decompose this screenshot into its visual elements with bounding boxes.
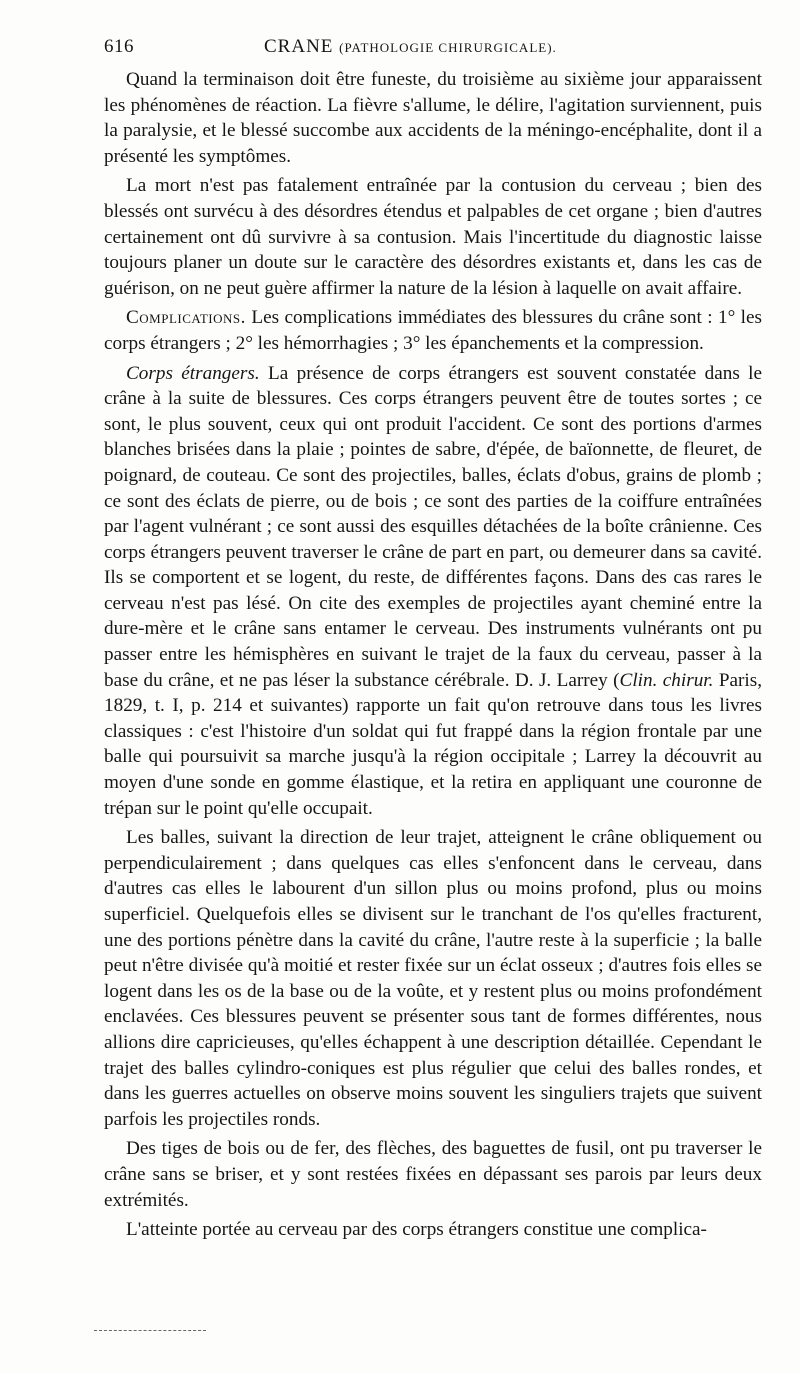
footer-rule: [94, 1330, 206, 1331]
paragraph-text: Des tiges de bois ou de fer, des flèches, des baguettes de fusil, ont pu traverser le crâne sans se briser, et y sont restées fixées en dépassant ses parois par leurs deux extrémités.: [104, 1138, 762, 1211]
paragraph-continuation: [104, 1217, 762, 1243]
paragraph-bullets: [104, 825, 762, 1132]
running-title: [264, 34, 557, 61]
paragraph-text: Les complications immédiates des blessures du crâne sont : 1° les corps étrangers ; 2° les hémorrhagies ; 3° les épanchements et la compression.: [104, 307, 762, 354]
paragraph-text: Les balles, suivant la direction de leur trajet, atteignent le crâne obliquement ou perpendiculairement ; dans quelques cas elles s'enfoncent dans le cerveau, dans d'autres cas elles le labourent d'un sillon plus ou moins profond, plus ou moins superficiel. Quelquefois elles se divisent sur le tranchant de l'os qu'elles fracturent, une des portions pénètre dans la cavité du crâne, l'autre reste à la superficie ; la balle peut n'être divisée qu'à moitié et rester fixée sur un éclat osseux ; d'autres fois elles se logent dans les os de la base ou de la voûte, et y restent plus ou moins profondément enclavées. Ces blessures peuvent se présenter sous tant de formes différentes, nous allions dire capricieuses, qu'elles échappent à une description détaillée. Cependant le trajet des balles cylindro-coniques est plus régulier que celui des balles rondes, et dans les guerres actuelles on observe moins souvent les singuliers trajets que suivent parfois les projectiles ronds.: [104, 827, 762, 1130]
paragraph-complications: [104, 305, 762, 356]
paragraph-text: La présence de corps étrangers est souvent constatée dans le crâne à la suite de blessures. Ces corps étrangers peuvent être de toutes sortes ; ce sont, le plus souvent, ceux qui ont produit l'accident. Ce sont des portions d'armes blanches brisées dans la plaie ; pointes de sabre, d'épée, de baïonnette, de fleuret, de poignard, de couteau. Ce sont des projectiles, balles, éclats d'obus, grains de plomb ; ce sont des éclats de pierre, ou de bois ; ce sont des parties de la coiffure entraînées par l'agent vulnérant ; ce sont aussi des esquilles détachées de la boîte crânienne. Ces corps étrangers peuvent traverser le crâne de part en part, ou demeurer dans sa cavité. Ils se comportent et se logent, du reste, de différentes façons. Dans des cas rares le cerveau n'est pas lésé. On cite des exemples de projectiles ayant cheminé entre la dure-mère et le crâne sans entamer le cerveau. Des instruments vulnérants ont pu passer entre les hémisphères en suivant le trajet de la faux du cerveau, passer à la base du crâne, et ne pas léser la substance cérébrale. D. J. Larrey (: [104, 362, 763, 691]
paragraph-text: Paris, 1829, t. I, p. 214 et suivantes) rapporte un fait qu'on retrouve dans tous les livres classiques : c'est l'histoire d'un soldat qui fut frappé dans la région frontale par une balle qui poursuivit sa marche jusqu'à la région occipitale ; Larrey la découvrit au moyen d'une sonde en gomme élastique, et la retira en appliquant une couronne de trépan sur le point qu'elle occupait.: [104, 669, 762, 819]
running-title-sub: (PATHOLOGIE CHIRURGICALE).: [339, 40, 557, 55]
section-lead-foreign-bodies: Corps étrangers.: [126, 362, 260, 384]
running-title-main: CRANE: [264, 36, 334, 57]
paragraph-rods: [104, 1136, 762, 1213]
paragraph-death: [104, 173, 762, 301]
citation-title: Clin. chirur.: [619, 669, 714, 691]
paragraph-text: Quand la terminaison doit être funeste, du troisième au sixième jour apparaissent les phénomènes de réaction. La fièvre s'allume, le délire, l'agitation surviennent, puis la paralysie, et le blessé succombe aux accidents de la méningo-encéphalite, dont il a présenté les symptômes.: [104, 69, 762, 167]
section-lead-complications: Complications.: [126, 307, 246, 329]
paragraph-foreign-bodies: [104, 361, 762, 822]
paragraph-text: La mort n'est pas fatalement entraînée par la contusion du cerveau ; bien des blessés ont survécu à des désordres étendus et palpables de cet organe ; bien d'autres certainement ont dû survivre à sa contusion. Mais l'incertitude du diagnostic laisse toujours planer un doute sur le caractère des désordres existants et, dans les cas de guérison, on ne peut guère affirmer la nature de la lésion à laquelle on avait affaire.: [104, 175, 762, 299]
page-number: 616: [104, 36, 134, 57]
paragraph-text: L'atteinte portée au cerveau par des corps étrangers constitue une complica-: [126, 1219, 707, 1241]
running-header: [104, 34, 762, 61]
paragraph-prognosis: [104, 67, 762, 169]
body-text: [104, 67, 762, 1243]
